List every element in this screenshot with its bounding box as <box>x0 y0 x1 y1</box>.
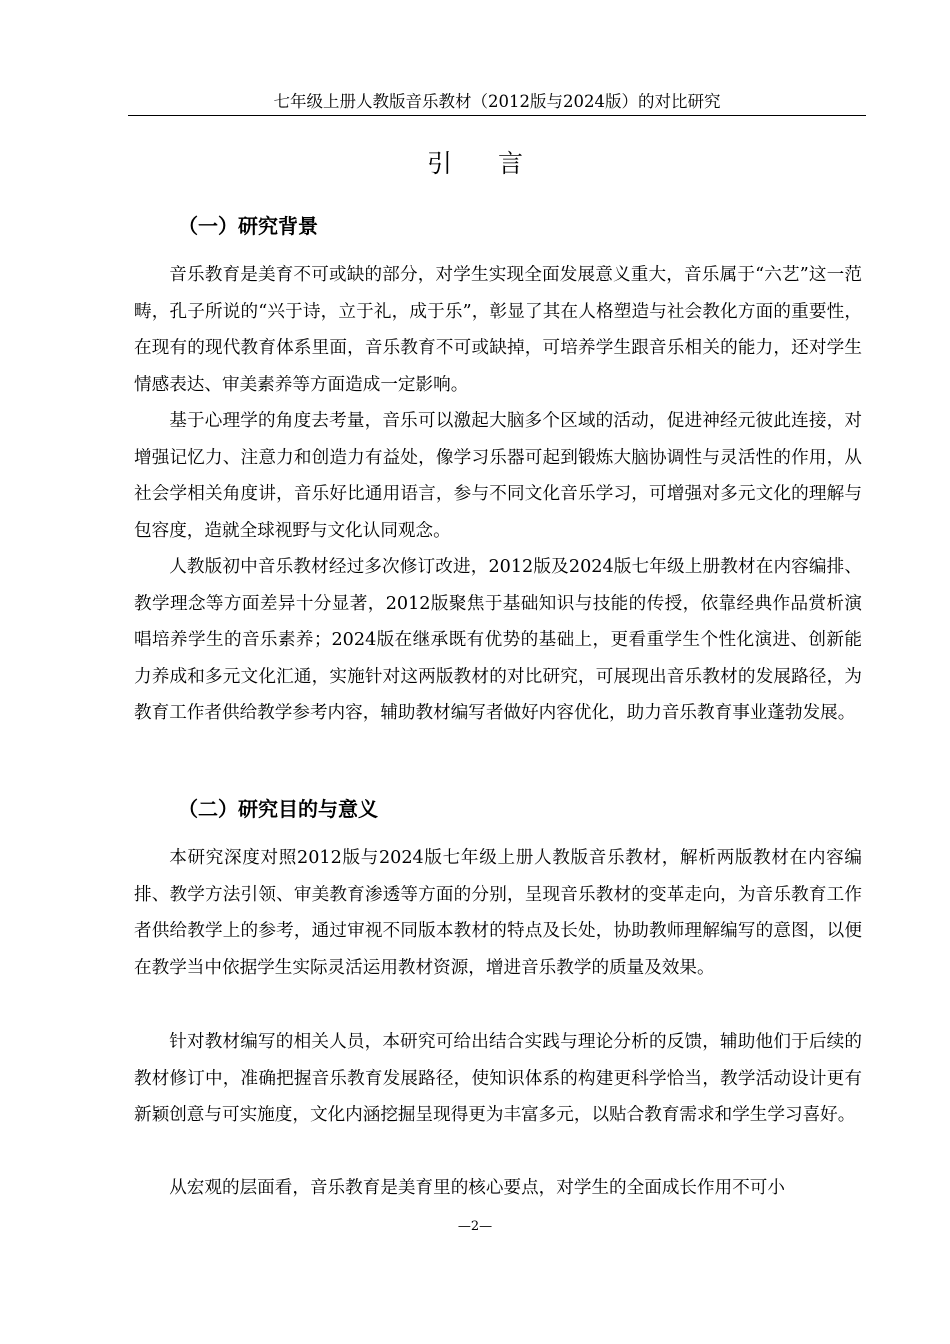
paragraph: 从宏观的层面看，音乐教育是美育里的核心要点，对学生的全面成长作用不可小 <box>169 1178 785 1198</box>
page-number: —2— <box>457 1219 493 1234</box>
page-title: 引言 <box>426 149 569 178</box>
paragraph: 基于心理学的角度去考量，音乐可以激起大脑多个区域的活动，促进神经元彼此连接，对增强记忆力、注意力和创造力有益处，像学习乐器可起到锻炼大脑协调性与灵活性的作用，从社会学相关角度讲，音乐好比通用语言，参与不同文化音乐学习，可增强对多元文化的理解与包容度，造就全球视野与文化认同观念。 <box>134 411 862 541</box>
paragraph: 音乐教育是美育不可或缺的部分，对学生实现全面发展意义重大，音乐属于“六艺”这一范畴，孔子所说的“兴于诗，立于礼，成于乐”，彰显了其在人格塑造与社会教化方面的重要性，在现有的现代教育体系里面，音乐教育不可或缺掉，可培养学生跟音乐相关的能力，还对学生情感表达、审美素养等方面造成一定影响。 <box>134 265 862 395</box>
running-header: 七年级上册人教版音乐教材（2012版与2024版）的对比研究 <box>128 91 866 116</box>
section-heading-purpose: （二）研究目的与意义 <box>178 797 378 821</box>
paragraph: 针对教材编写的相关人员，本研究可给出结合实践与理论分析的反馈，辅助他们于后续的教材修订中，准确把握音乐教育发展路径，使知识体系的构建更科学恰当，教学活动设计更有新颖创意与可实施度，文化内涵挖掘呈现得更为丰富多元，以贴合教育需求和学生学习喜好。 <box>134 1032 862 1125</box>
section-heading-background: （一）研究背景 <box>178 214 318 238</box>
paragraph: 人教版初中音乐教材经过多次修订改进，2012版及2024版七年级上册教材在内容编排、教学理念等方面差异十分显著，2012版聚焦于基础知识与技能的传授，依靠经典作品赏析演唱培养学生的音乐素养；2024版在继承既有优势的基础上，更看重学生个性化演进、创新能力养成和多元文化汇通，实施针对这两版教材的对比研究，可展现出音乐教材的发展路径，为教育工作者供给教学参考内容，辅助教材编写者做好内容优化，助力音乐教育事业蓬勃发展。 <box>134 557 862 723</box>
paragraph: 本研究深度对照2012版与2024版七年级上册人教版音乐教材，解析两版教材在内容编排、教学方法引领、审美教育渗透等方面的分别，呈现音乐教材的变革走向，为音乐教育工作者供给教学上的参考，通过审视不同版本教材的特点及长处，协助教师理解编写的意图，以便在教学当中依据学生实际灵活运用教材资源，增进音乐教学的质量及效果。 <box>134 848 862 978</box>
